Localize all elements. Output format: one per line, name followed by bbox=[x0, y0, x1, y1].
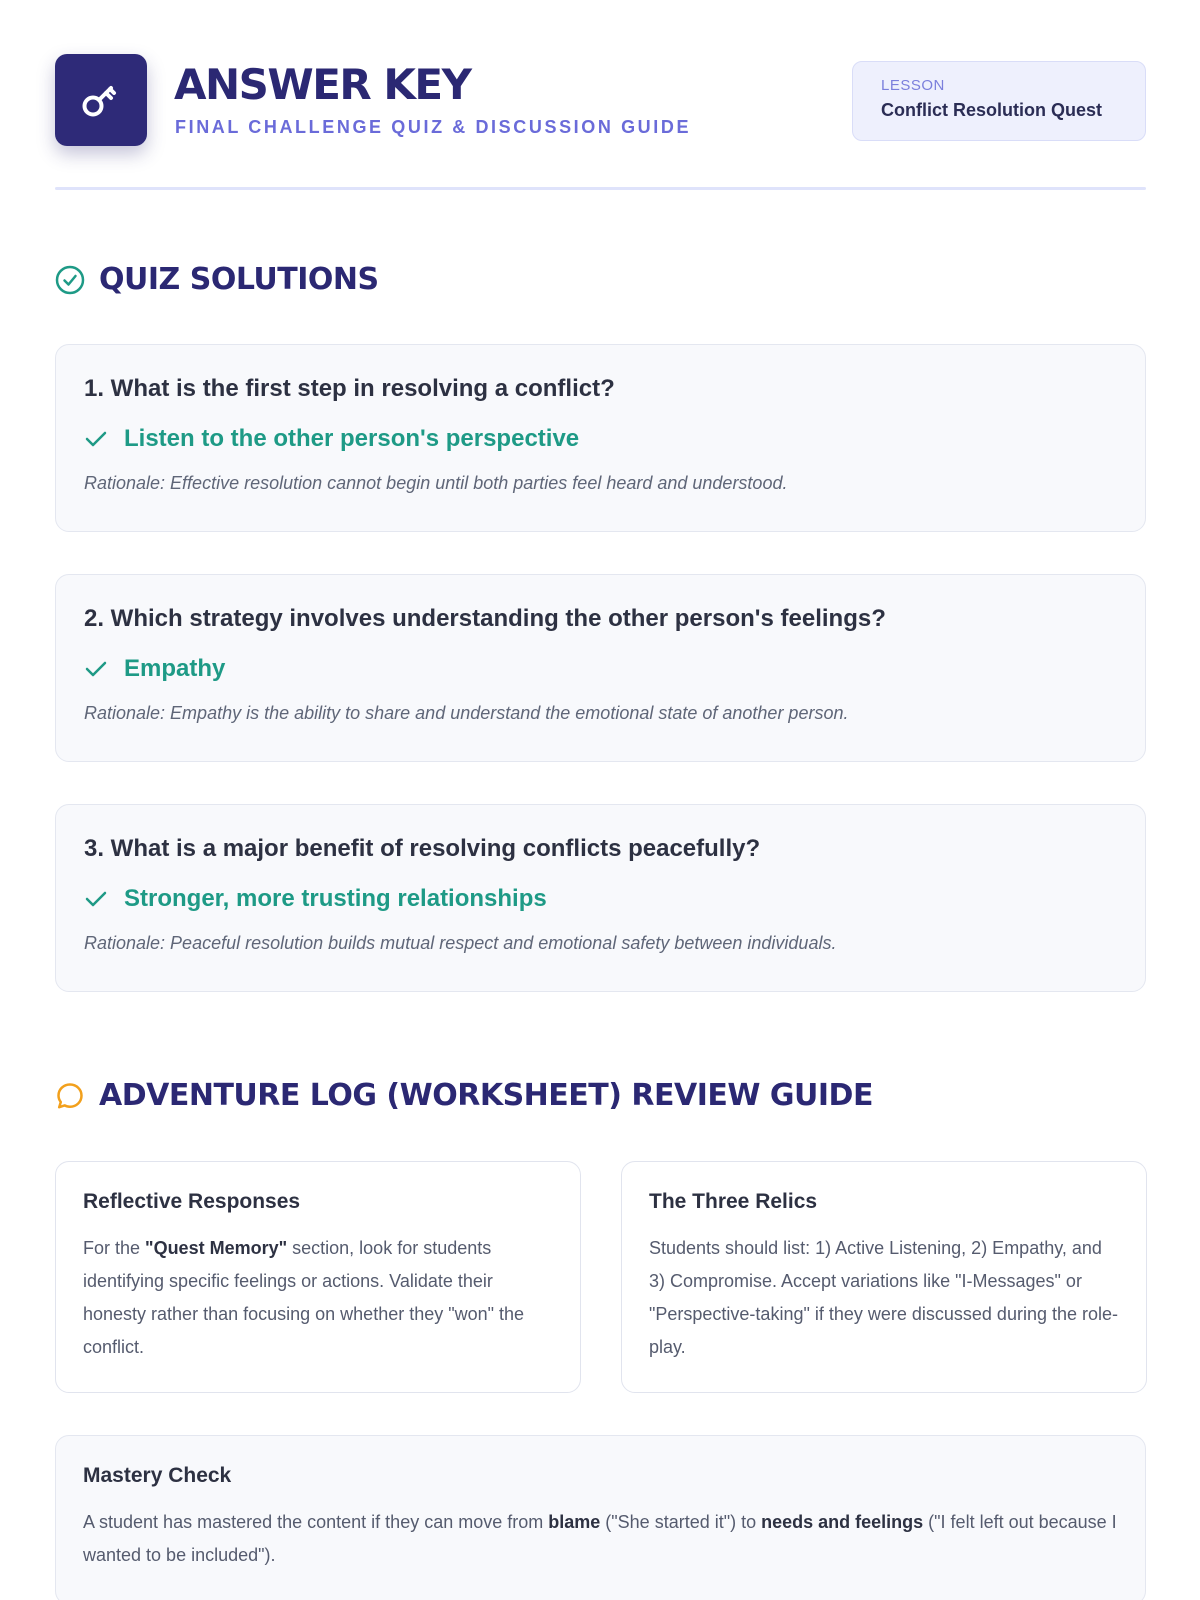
checkmark-icon bbox=[84, 887, 108, 911]
mastery-check-card bbox=[55, 1435, 1146, 1600]
review-section-label: ADVENTURE LOG (WORKSHEET) REVIEW GUIDE bbox=[99, 1078, 873, 1113]
card-title: Mastery Check bbox=[83, 1464, 232, 1487]
quiz-answer bbox=[84, 655, 1117, 683]
quiz-card-1 bbox=[55, 344, 1146, 532]
review-section-title bbox=[55, 1078, 873, 1113]
logo-badge bbox=[55, 54, 147, 146]
quiz-card-2 bbox=[55, 574, 1146, 762]
card-text: A student has mastered the content if they can move from blame ("She started it") to needs and feelings ("I felt left out because I wanted to be included"). bbox=[83, 1512, 1117, 1565]
card-text: For the "Quest Memory" section, look for students identifying specific feelings or actions. Validate their honesty rather than focusing on whether they "won" the conflict. bbox=[83, 1238, 525, 1357]
quiz-answer-text: Empathy bbox=[124, 655, 226, 682]
quiz-answer bbox=[84, 425, 1117, 453]
three-relics-card bbox=[621, 1161, 1147, 1393]
quiz-answer-text: Listen to the other person's perspective bbox=[124, 425, 580, 452]
quiz-card-3 bbox=[55, 804, 1146, 992]
quiz-answer bbox=[84, 885, 1117, 913]
quiz-question: 3. What is a major benefit of resolving conflicts peacefully? bbox=[84, 835, 761, 862]
card-title: The Three Relics bbox=[649, 1190, 818, 1213]
card-title: Reflective Responses bbox=[83, 1190, 301, 1213]
quiz-rationale: Rationale: Peaceful resolution builds mutual respect and emotional safety between individuals. bbox=[84, 933, 837, 953]
checkmark-icon bbox=[84, 427, 108, 451]
card-text: Students should list: 1) Active Listening, 2) Empathy, and 3) Compromise. Accept variations like "I-Messages" or "Perspective-taking" if they were discussed during the role-play. bbox=[649, 1238, 1119, 1357]
header-divider bbox=[55, 187, 1146, 190]
page-header bbox=[55, 54, 1146, 149]
reflective-responses-card bbox=[55, 1161, 581, 1393]
quiz-question: 2. Which strategy involves understanding the other person's feelings? bbox=[84, 605, 886, 632]
quiz-answer-text: Stronger, more trusting relationships bbox=[124, 885, 547, 912]
page-subtitle: FINAL CHALLENGE QUIZ & DISCUSSION GUIDE bbox=[175, 117, 692, 137]
lesson-label: LESSON bbox=[881, 77, 945, 94]
quiz-rationale: Rationale: Effective resolution cannot begin until both parties feel heard and understood. bbox=[84, 473, 788, 493]
quiz-question: 1. What is the first step in resolving a conflict? bbox=[84, 375, 615, 402]
quiz-section-label: QUIZ SOLUTIONS bbox=[99, 262, 379, 297]
speech-bubble-icon bbox=[55, 1081, 85, 1111]
key-icon bbox=[78, 77, 124, 123]
page-title: ANSWER KEY bbox=[174, 60, 471, 109]
check-circle-icon bbox=[55, 265, 85, 295]
checkmark-icon bbox=[84, 657, 108, 681]
lesson-name: Conflict Resolution Quest bbox=[881, 100, 1103, 120]
quiz-rationale: Rationale: Empathy is the ability to share and understand the emotional state of another person. bbox=[84, 703, 849, 723]
quiz-section-title bbox=[55, 262, 379, 297]
lesson-badge bbox=[852, 61, 1146, 141]
